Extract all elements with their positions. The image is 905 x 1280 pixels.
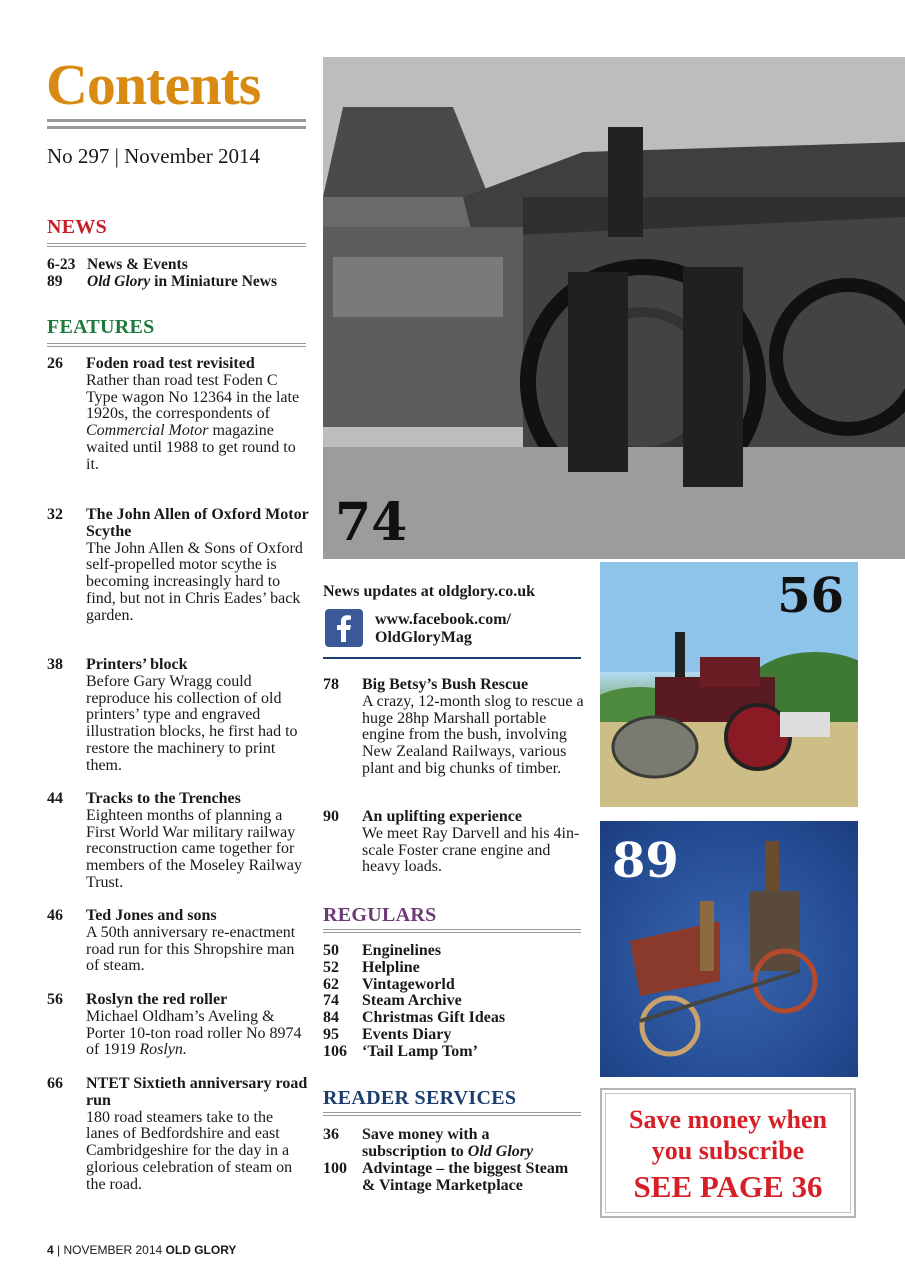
feature-entry[interactable]	[47, 356, 309, 474]
feature-desc: A 50th anniversary re-enactment road run for this Shropshire man of steam.	[86, 923, 296, 975]
regular-title: Vintageworld	[362, 975, 455, 993]
regular-title: ‘Tail Lamp Tom’	[362, 1042, 478, 1060]
middle-rule	[323, 657, 581, 659]
subscribe-line1: Save money when	[629, 1105, 827, 1134]
regular-item[interactable]	[323, 993, 505, 1010]
regular-page-number: 95	[323, 1025, 339, 1043]
feature-desc: Before Gary Wragg could reproduce his collection of old printers’ type and engraved illustration blocks, he first had to restore the machinery to print them.	[86, 672, 298, 774]
feature-entry[interactable]	[323, 677, 585, 778]
regulars-list	[323, 943, 505, 1061]
regular-page-number: 52	[323, 958, 339, 976]
news-updates-link[interactable]: News updates at oldglory.co.uk	[323, 583, 536, 600]
regular-item[interactable]	[323, 1044, 505, 1061]
reader-service-title-italic: Old Glory	[467, 1142, 534, 1160]
reader-service-page-number: 36	[323, 1126, 339, 1143]
facebook-icon	[325, 609, 363, 647]
feature-desc: The John Allen & Sons of Oxford self-propelled motor scythe is becoming increasingly hard to find, but not in Chris Eades’ back garden.	[86, 539, 303, 624]
roller-page-number: 56	[777, 568, 844, 624]
subscribe-promo[interactable]	[600, 1088, 856, 1218]
feature-desc: We meet Ray Darvell and his 4in-scale Foster crane engine and heavy loads.	[362, 824, 580, 876]
news-item-title: News & Events	[87, 256, 188, 273]
subscribe-line2: you subscribe	[651, 1136, 805, 1165]
regular-title: Christmas Gift Ideas	[362, 1009, 506, 1027]
subscribe-text	[602, 1104, 854, 1166]
regulars-rule	[323, 929, 581, 933]
news-item-title-italic: Old Glory	[87, 273, 151, 290]
reader-services-rule	[323, 1112, 581, 1116]
features-heading: FEATURES	[47, 316, 155, 338]
archive-page-number: 74	[335, 492, 408, 553]
news-rule	[47, 243, 306, 247]
regular-page-number: 106	[323, 1042, 347, 1060]
feature-title: Tracks to the Trenches	[86, 790, 241, 807]
regular-title: Helpline	[362, 958, 420, 976]
page-footer	[47, 1243, 236, 1257]
feature-title: Printers’ block	[86, 656, 188, 673]
news-item-title-rest: in Miniature News	[150, 273, 278, 290]
regular-page-number: 74	[323, 992, 339, 1010]
feature-title: The John Allen of Oxford Motor Scythe	[86, 506, 309, 540]
feature-desc-end: magazine waited until 1988 to get round to it.	[86, 422, 296, 473]
feature-desc-italic: Commercial Motor	[86, 422, 209, 440]
regular-page-number: 62	[323, 975, 339, 993]
features-rule	[47, 343, 306, 347]
feature-page-number: 26	[47, 355, 63, 372]
feature-entry[interactable]	[323, 809, 585, 876]
reader-service-title: Save money with a subscription to	[362, 1126, 490, 1160]
traction-engine-illustration	[323, 57, 905, 559]
miniature-engine-photo[interactable]	[600, 821, 858, 1077]
feature-desc-italic: Roslyn.	[139, 1041, 187, 1059]
feature-page-number: 32	[47, 506, 63, 523]
miniature-page-number: 89	[612, 833, 679, 889]
footer-separator: |	[53, 1243, 64, 1257]
issue-line: No 297 | November 2014	[47, 144, 261, 168]
feature-entry[interactable]	[47, 791, 309, 892]
feature-entry[interactable]	[47, 1076, 309, 1194]
feature-page-number: 38	[47, 656, 63, 673]
reader-service-item[interactable]	[323, 1161, 573, 1195]
feature-title: Foden road test revisited	[86, 355, 255, 372]
reader-services-heading: READER SERVICES	[323, 1087, 517, 1109]
feature-entry[interactable]	[47, 507, 309, 625]
regulars-heading: REGULARS	[323, 904, 437, 926]
reader-service-page-number: 100	[323, 1160, 347, 1177]
news-item-number: 6-23	[47, 256, 76, 273]
footer-date: NOVEMBER 2014	[63, 1243, 166, 1257]
regular-title: Events Diary	[362, 1025, 452, 1043]
road-roller-photo[interactable]	[600, 562, 858, 807]
feature-page-number: 78	[323, 676, 339, 693]
footer-page-number: 4	[47, 1243, 54, 1257]
feature-page-number: 90	[323, 808, 339, 825]
regular-title: Steam Archive	[362, 992, 462, 1010]
regular-page-number: 50	[323, 942, 339, 959]
feature-page-number: 44	[47, 790, 63, 807]
feature-title: An uplifting experience	[362, 808, 522, 825]
regular-item[interactable]	[323, 1010, 505, 1027]
news-item[interactable]	[47, 273, 277, 290]
feature-title: Big Betsy’s Bush Rescue	[362, 676, 529, 693]
facebook-url-line1: www.facebook.com/	[375, 611, 511, 628]
feature-page-number: 66	[47, 1075, 63, 1092]
feature-page-number: 56	[47, 991, 63, 1008]
facebook-url-line2: OldGloryMag	[375, 629, 472, 646]
feature-page-number: 46	[47, 907, 63, 924]
reader-service-item[interactable]	[323, 1127, 573, 1161]
feature-desc: Rather than road test Foden C Type wagon No 12364 in the late 1920s, the correspondents of	[86, 371, 300, 423]
facebook-link[interactable]	[375, 611, 511, 647]
feature-entry[interactable]	[47, 657, 309, 775]
feature-title: Ted Jones and sons	[86, 907, 217, 924]
regular-title: Enginelines	[362, 942, 442, 959]
news-heading: NEWS	[47, 216, 108, 238]
regular-item[interactable]	[323, 1027, 505, 1044]
feature-entry[interactable]	[47, 908, 309, 975]
feature-title: Roslyn the red roller	[86, 991, 228, 1008]
regular-item[interactable]	[323, 943, 505, 960]
feature-title: NTET Sixtieth anniversary road run	[86, 1075, 308, 1109]
news-item-number: 89	[47, 273, 63, 290]
title-rule	[47, 119, 306, 129]
regular-page-number: 84	[323, 1009, 339, 1027]
feature-desc: A crazy, 12-month slog to rescue a huge 28hp Marshall portable engine from the bush, involving New Zealand Railways, various plant and big chunks of timber.	[362, 692, 584, 777]
regular-item[interactable]	[323, 960, 505, 977]
feature-desc: Eighteen months of planning a First World War military railway reconstruction came together for members of the Moseley Railway Trust.	[86, 806, 302, 891]
news-item[interactable]	[47, 256, 188, 273]
feature-desc: Michael Oldham’s Aveling & Porter 10-ton road roller No 8974 of 1919	[86, 1007, 302, 1059]
steam-archive-photo[interactable]	[323, 57, 905, 559]
feature-desc: 180 road steamers take to the lanes of Bedfordshire and east Cambridgeshire for the day in a glorious celebration of steam on the road.	[86, 1108, 293, 1193]
feature-entry[interactable]	[47, 992, 309, 1059]
reader-service-title: Advintage – the biggest Steam & Vintage Marketplace	[362, 1160, 569, 1194]
regular-item[interactable]	[323, 977, 505, 994]
footer-magazine: OLD GLORY	[165, 1243, 237, 1257]
page-title: Contents	[46, 52, 261, 117]
subscribe-cta[interactable]: SEE PAGE 36	[633, 1169, 823, 1204]
